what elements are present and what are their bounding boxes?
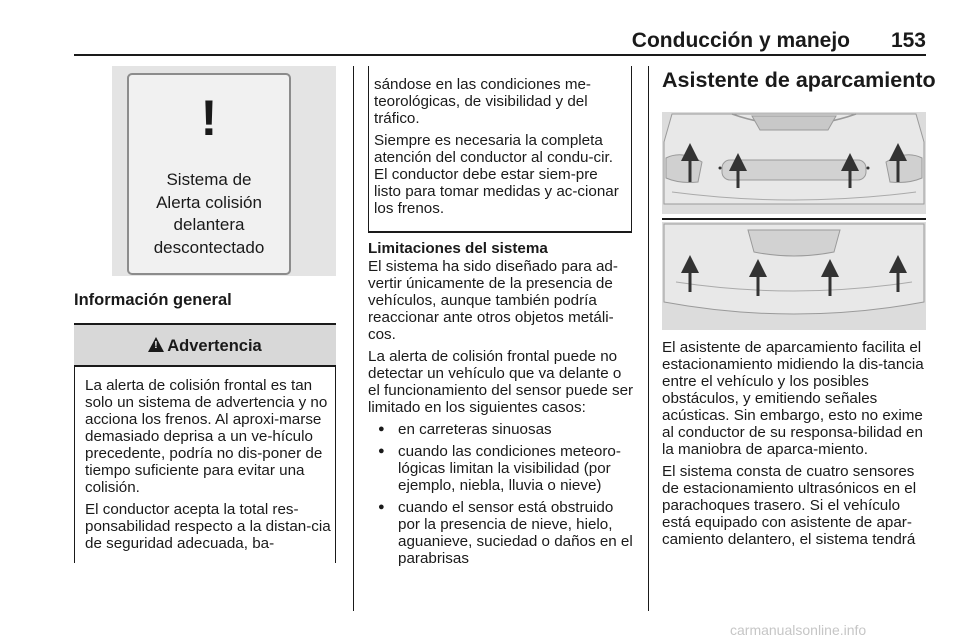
warning-paragraph: Siempre es necesaria la completa atención del conductor al condu-cir. El conductor debe estar siem-pre listo para tomar medidas y ac-cionar los frenos. (374, 132, 619, 217)
watermark: carmanualsonline.info (730, 622, 867, 638)
header-rule (74, 54, 926, 56)
warning-triangle-icon (148, 337, 164, 352)
warning-box-left-border (74, 367, 75, 563)
display-line: Sistema de (166, 170, 252, 189)
warning-box-heading (74, 337, 336, 356)
exclamation-icon: ! (200, 90, 218, 146)
collision-alert-display-image (112, 66, 336, 276)
warning-box-continued (368, 66, 632, 234)
body-paragraph: El asistente de aparcamiento facilita el estacionamiento midiendo la dis-tancia entre el vehículo y los posibles obstáculos, y emitiendo señales acústicas. Sin embargo, esto no exime al conductor de su responsa-bilidad en la maniobra de aparca-miento. (662, 339, 924, 458)
column-separator-2 (648, 66, 649, 611)
warning-paragraph: sándose en las condiciones me-teorológicas, de visibilidad y del tráfico. (374, 76, 591, 127)
display-line: descontectado (153, 237, 265, 257)
parking-assist-body (662, 339, 928, 553)
body-paragraph: El sistema consta de cuatro sensores de estacionamiento ultrasónicos en el parachoques trasero. Si el vehículo está equipado con asistente de apar-camiento delantero, el sistema tendrá (662, 463, 917, 548)
section-title: Información general (74, 291, 232, 309)
display-line: Alerta colisión (156, 192, 262, 212)
rear-bumper-illustration (662, 222, 926, 330)
limitations-list (368, 421, 634, 567)
display-screen (127, 73, 291, 275)
body-paragraph: La alerta de colisión frontal puede no detectar un vehículo que va delante o el funcionamiento del sensor puede ser limitado en los siguientes casos: (368, 348, 634, 416)
list-item: ● cuando el sensor está obstruido por la presencia de nieve, hielo, aguanieve, suciedad o daños en el parabrisas (368, 499, 634, 567)
parking-sensors-image (662, 112, 926, 330)
warning-box-header (74, 323, 336, 367)
warning-paragraph: El conductor acepta la total res-ponsabilidad respecto a la distan-cia de seguridad adecuada, ba- (85, 501, 331, 552)
warning-box-heading-text: Advertencia (167, 337, 262, 355)
warning-paragraph: La alerta de colisión frontal es tan solo un sistema de advertencia y no acciona los frenos. Al aproxi-marse demasiado deprisa a un ve-hículo precedente, podría no dis-poner de tiempo suficiente para evitar una colisión. (85, 377, 328, 496)
warning-box-body (85, 377, 337, 557)
list-item: ● en carreteras sinuosas (368, 421, 634, 438)
column-separator-1 (353, 66, 354, 611)
page-number: 153 (890, 29, 926, 52)
display-line: delantera (173, 215, 245, 234)
front-bumper-illustration (662, 112, 926, 214)
list-item: ● cuando las condiciones meteoro-lógicas limitan la visibilidad (por ejemplo, niebla, lluvia o nieve) (368, 443, 634, 494)
limitations-body (368, 258, 634, 572)
parking-assist-title: Asistente de aparcamiento (662, 68, 936, 92)
limitations-title: Limitaciones del sistema (368, 240, 548, 257)
page-header-title: Conducción y manejo (631, 29, 850, 52)
display-message (129, 169, 289, 259)
warning-box-continued-body (374, 76, 628, 222)
body-paragraph: El sistema ha sido diseñado para ad-vertir únicamente de la presencia de vehículos, aunque también podría reaccionar ante otros objetos metáli-cos. (368, 258, 618, 343)
warning-box (74, 323, 336, 563)
